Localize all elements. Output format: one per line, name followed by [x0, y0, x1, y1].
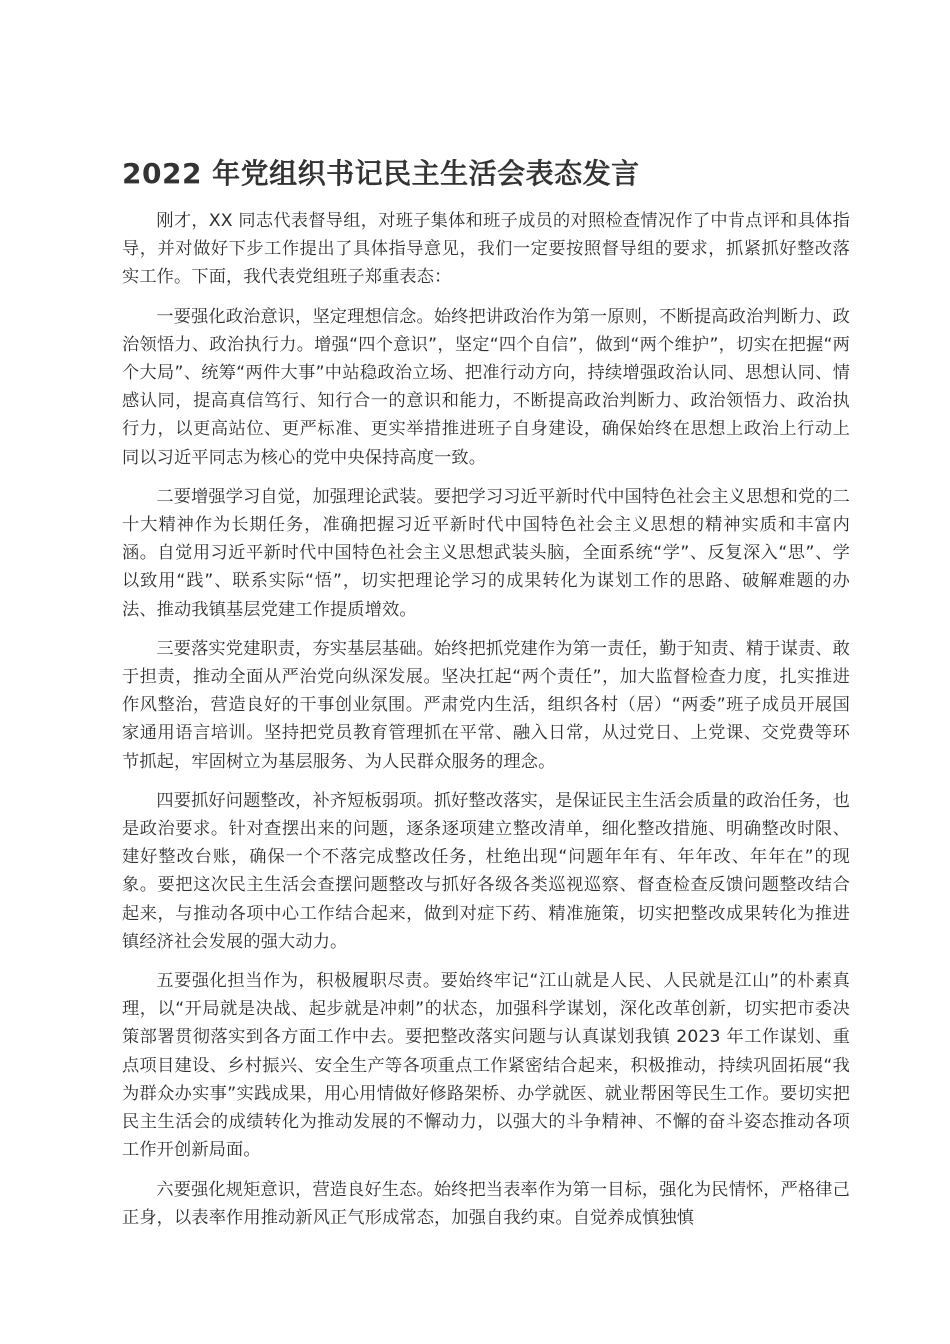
- paragraph-party-building: 三要落实党建职责，夯实基层基础。始终把抓党建作为第一责任，勤于知责、精于谋责、敢于担责，推动全面从严治党向纵深发展。坚决扛起“两个责任”，加大监督检查力度，扎实推进作风整治，营造良好的干事创业氛围。严肃党内生活，组织各村（居）“两委”班子成员开展国家通用语言培训。坚持把党员教育管理抓在平常、融入日常，从过党日、上党课、交党费等环节抓起，牢固树立为基层服务、为人民群众服务的理念。: [122, 638, 850, 772]
- paragraph-discipline: 六要强化规矩意识，营造良好生态。始终把当表率作为第一目标，强化为民情怀，严格律己正身，以表率作用推动新风正气形成常态，加强自我约束。自觉养成慎独慎: [122, 1179, 850, 1228]
- paragraph-rectification: 四要抓好问题整改，补齐短板弱项。抓好整改落实，是保证民主生活会质量的政治任务，也是政治要求。针对查摆出来的问题，逐条逐项建立整改清单，细化整改措施、明确整改时限、建好整改台账，确保一个不落完成整改任务，杜绝出现“问题年年有、年年改、年年在”的现象。要把这次民主生活会查摆问题整改与抓好各级各类巡视巡察、督查检查反馈问题整改结合起来，与推动各项中心工作结合起来，做到对症下药、精准施策，切实把整改成果转化为推进镇经济社会发展的强大动力。: [122, 790, 850, 952]
- paragraph-intro: 刚才，XX 同志代表督导组，对班子集体和班子成员的对照检查情况作了中肯点评和具体指导，并对做好下步工作提出了具体指导意见，我们一定要按照督导组的要求，抓紧抓好整改落实工作。下面，我代表党组班子郑重表态：: [122, 211, 850, 288]
- document-title: 2022 年党组织书记民主生活会表态发言: [122, 157, 640, 190]
- paragraph-study: 二要增强学习自觉，加强理论武装。要把学习习近平新时代中国特色社会主义思想和党的二十大精神作为长期任务，准确把握习近平新时代中国特色社会主义思想的精神实质和丰富内涵。自觉用习近平新时代中国特色社会主义思想武装头脑，全面系统“学”、反复深入“思”、学以致用“践”、联系实际“悟”，切实把理论学习的成果转化为谋划工作的思路、破解难题的办法、推动我镇基层党建工作提质增效。: [122, 486, 850, 620]
- paragraph-responsibility: 五要强化担当作为，积极履职尽责。要始终牢记“江山就是人民、人民就是江山”的朴素真理，以“开局就是决战、起步就是冲刺”的状态，加强科学谋划，深化改革创新，切实把市委决策部署贯彻落实到各方面工作中去。要把整改落实问题与认真谋划我镇 2023 年工作谋划、重点项目建设、乡村振兴、安全生产等各项重点工作紧密结合起来，积极推动，持续巩固拓展“我为群众办实事”实践成果，用心用情做好修路架桥、办学就医、就业帮困等民生工作。要切实把民主生活会的成绩转化为推动发展的不懈动力，以强大的斗争精神、不懈的奋斗姿态推动各项工作开创新局面。: [122, 971, 850, 1161]
- paragraph-political-awareness: 一要强化政治意识，坚定理想信念。始终把讲政治作为第一原则，不断提高政治判断力、政治领悟力、政治执行力。增强“四个意识”，坚定“四个自信”，做到“两个维护”，切实在把握“两个大局”、统筹“两件大事”中站稳政治立场、把准行动方向，持续增强政治认同、思想认同、情感认同，提高真信笃行、知行合一的意识和能力，不断提高政治判断力、政治领悟力、政治执行力，以更高站位、更严标准、更实举措推进班子自身建设，确保始终在思想上政治上行动上同以习近平同志为核心的党中央保持高度一致。: [122, 306, 850, 468]
- document-body: [122, 207, 850, 1243]
